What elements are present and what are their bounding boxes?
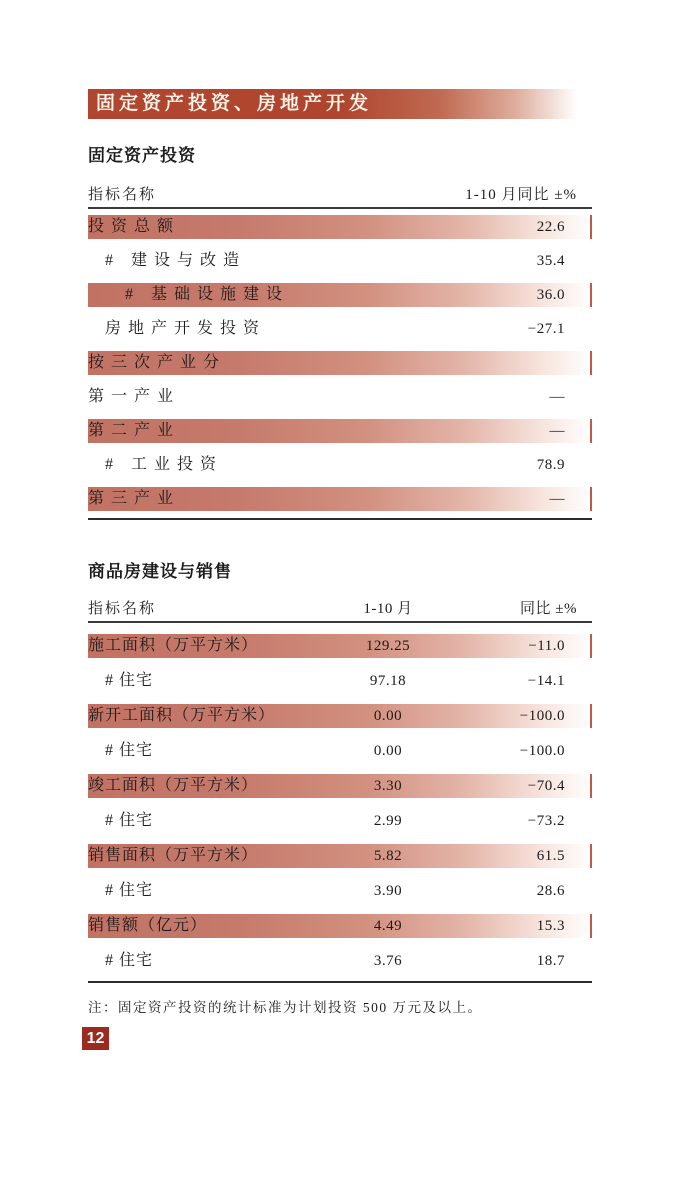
table1-row bbox=[88, 249, 592, 273]
table1-row bbox=[88, 385, 592, 409]
row-value: — bbox=[549, 389, 565, 405]
table1-header-value: 1-10 月同比 ±% bbox=[465, 187, 577, 203]
table1-header-name: 指标名称 bbox=[88, 187, 157, 203]
row-label: # 住宅 bbox=[105, 742, 154, 759]
row-label: 房地产开发投资 bbox=[105, 320, 267, 337]
row-yoy: 61.5 bbox=[536, 848, 565, 864]
row-label: 第三产业 bbox=[88, 490, 181, 507]
row-label: # 住宅 bbox=[105, 882, 154, 899]
table2-title: 商品房建设与销售 bbox=[88, 562, 232, 581]
row-label: # 住宅 bbox=[105, 672, 154, 689]
row-value: 36.0 bbox=[536, 287, 565, 303]
table2-header-row bbox=[88, 597, 592, 623]
table1-row bbox=[88, 487, 592, 511]
row-label: # 工业投资 bbox=[105, 456, 224, 473]
row-label: 施工面积（万平方米） bbox=[88, 637, 259, 654]
table1-row bbox=[88, 317, 592, 341]
row-period: 3.30 bbox=[373, 778, 403, 794]
table2-row bbox=[88, 809, 592, 833]
row-yoy: −100.0 bbox=[519, 708, 565, 724]
row-label: 新开工面积（万平方米） bbox=[88, 707, 276, 724]
row-label: # 住宅 bbox=[105, 952, 154, 969]
table1-row bbox=[88, 283, 592, 307]
table2-body bbox=[88, 634, 592, 973]
table1-title: 固定资产投资 bbox=[88, 146, 196, 165]
row-label: # 住宅 bbox=[105, 812, 154, 829]
row-period: 4.49 bbox=[373, 918, 403, 934]
table1-row bbox=[88, 453, 592, 477]
row-yoy: 28.6 bbox=[536, 883, 565, 899]
row-yoy: −100.0 bbox=[519, 743, 565, 759]
row-label: # 建设与改造 bbox=[105, 252, 247, 269]
row-period: 2.99 bbox=[373, 813, 403, 829]
row-label: 第二产业 bbox=[88, 422, 181, 439]
table1-row bbox=[88, 215, 592, 239]
page-content bbox=[88, 145, 592, 1050]
row-period: 3.90 bbox=[373, 883, 403, 899]
chapter-banner bbox=[88, 89, 592, 119]
page-number-badge bbox=[82, 1027, 109, 1050]
table2-row bbox=[88, 949, 592, 973]
table2-header-name: 指标名称 bbox=[88, 601, 157, 617]
table2-row bbox=[88, 704, 592, 728]
table2-header-period: 1-10 月 bbox=[363, 601, 413, 617]
row-yoy: 15.3 bbox=[536, 918, 565, 934]
report-page bbox=[0, 89, 680, 1050]
row-period: 0.00 bbox=[373, 708, 403, 724]
row-label: 按三次产业分 bbox=[88, 354, 227, 371]
row-period: 97.18 bbox=[369, 673, 407, 689]
table1-section-row bbox=[88, 351, 592, 375]
table2-row bbox=[88, 739, 592, 763]
row-label: 竣工面积（万平方米） bbox=[88, 777, 259, 794]
row-period: 5.82 bbox=[373, 848, 403, 864]
table2-header-yoy: 同比 ±% bbox=[520, 601, 577, 617]
footnote: 注：固定资产投资的统计标准为计划投资 500 万元及以上。 bbox=[88, 1000, 483, 1015]
row-label: 销售面积（万平方米） bbox=[88, 847, 259, 864]
row-period: 0.00 bbox=[373, 743, 403, 759]
row-yoy: 18.7 bbox=[536, 953, 565, 969]
table2-bottom-rule bbox=[88, 981, 592, 983]
row-yoy: −14.1 bbox=[527, 673, 565, 689]
table1-bottom-rule bbox=[88, 518, 592, 520]
row-value: 78.9 bbox=[536, 457, 565, 473]
row-label: 投资总额 bbox=[88, 218, 181, 235]
row-yoy: −73.2 bbox=[527, 813, 565, 829]
table2-row bbox=[88, 914, 592, 938]
table2-row bbox=[88, 634, 592, 658]
table2-row bbox=[88, 774, 592, 798]
row-value: 35.4 bbox=[536, 253, 565, 269]
row-yoy: −70.4 bbox=[527, 778, 565, 794]
row-yoy: −11.0 bbox=[528, 638, 565, 654]
row-label: 销售额（亿元） bbox=[88, 917, 208, 934]
row-label: # 基础设施建设 bbox=[125, 286, 290, 303]
table1-header-row bbox=[88, 183, 592, 209]
row-value: — bbox=[549, 491, 565, 507]
row-value: — bbox=[549, 423, 565, 439]
table2-row bbox=[88, 669, 592, 693]
row-value: 22.6 bbox=[536, 219, 565, 235]
table1-row bbox=[88, 419, 592, 443]
row-period: 3.76 bbox=[373, 953, 403, 969]
row-period: 129.25 bbox=[365, 638, 411, 654]
row-value: −27.1 bbox=[527, 321, 565, 337]
table2-row bbox=[88, 879, 592, 903]
table1-body bbox=[88, 215, 592, 511]
page-number: 12 bbox=[86, 1030, 105, 1047]
chapter-banner-title: 固定资产投资、房地产开发 bbox=[96, 93, 373, 114]
table2-row bbox=[88, 844, 592, 868]
row-label: 第一产业 bbox=[88, 388, 181, 405]
